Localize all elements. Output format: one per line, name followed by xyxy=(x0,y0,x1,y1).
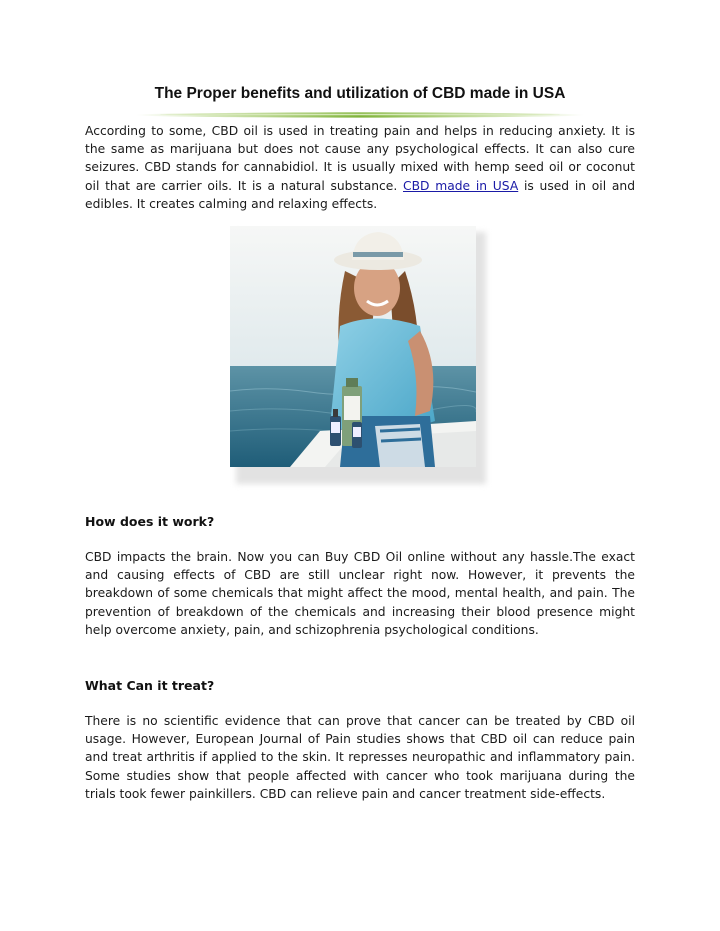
section-heading-how-it-works: How does it work? xyxy=(85,514,215,529)
intro-text-end: is used in oil and edibles. It creates calming and relaxing effects. xyxy=(85,178,635,211)
intro-text: According to some, CBD oil is used in treating pain and helps in reducing anxiety. It is the same as marijuana but does not cause any psychological effects. It can also cure seizures. CBD stands for cannabidiol. It is usually mixed with hemp seed oil or coconut oil that are carrier oils. It is a natural substance. xyxy=(85,124,635,193)
cbd-made-in-usa-link[interactable]: CBD made in USA xyxy=(403,178,519,193)
woman-on-boat-photo xyxy=(230,226,476,467)
page-title: The Proper benefits and utilization of CBD made in USA xyxy=(154,85,566,102)
intro-paragraph xyxy=(85,122,635,213)
photo-illustration xyxy=(230,226,476,467)
section-body-how-it-works: CBD impacts the brain. Now you can Buy CBD Oil online without any hassle.The exact and causing effects of CBD are still unclear right now. However, it prevents the breakdown of some chemicals that might affect the mood, mental health, and pain. The prevention of breakdown of the chemicals and increasing their blood presence might help overcome anxiety, pain, and schizophrenia psychological conditions. xyxy=(85,550,635,637)
section-heading-what-it-treats: What Can it treat? xyxy=(85,678,215,693)
title-underline xyxy=(135,111,585,119)
section-body-what-it-treats: There is no scientific evidence that can prove that cancer can be treated by CBD oil usage. However, European Journal of Pain studies shows that CBD oil can reduce pain and treat arthritis if applied to the skin. It represses neuropathic and inflammatory pain. Some studies show that people affected with cancer who took marijuana during the trials took fewer painkillers. CBD can relieve pain and cancer treatment side-effects. xyxy=(85,714,635,801)
